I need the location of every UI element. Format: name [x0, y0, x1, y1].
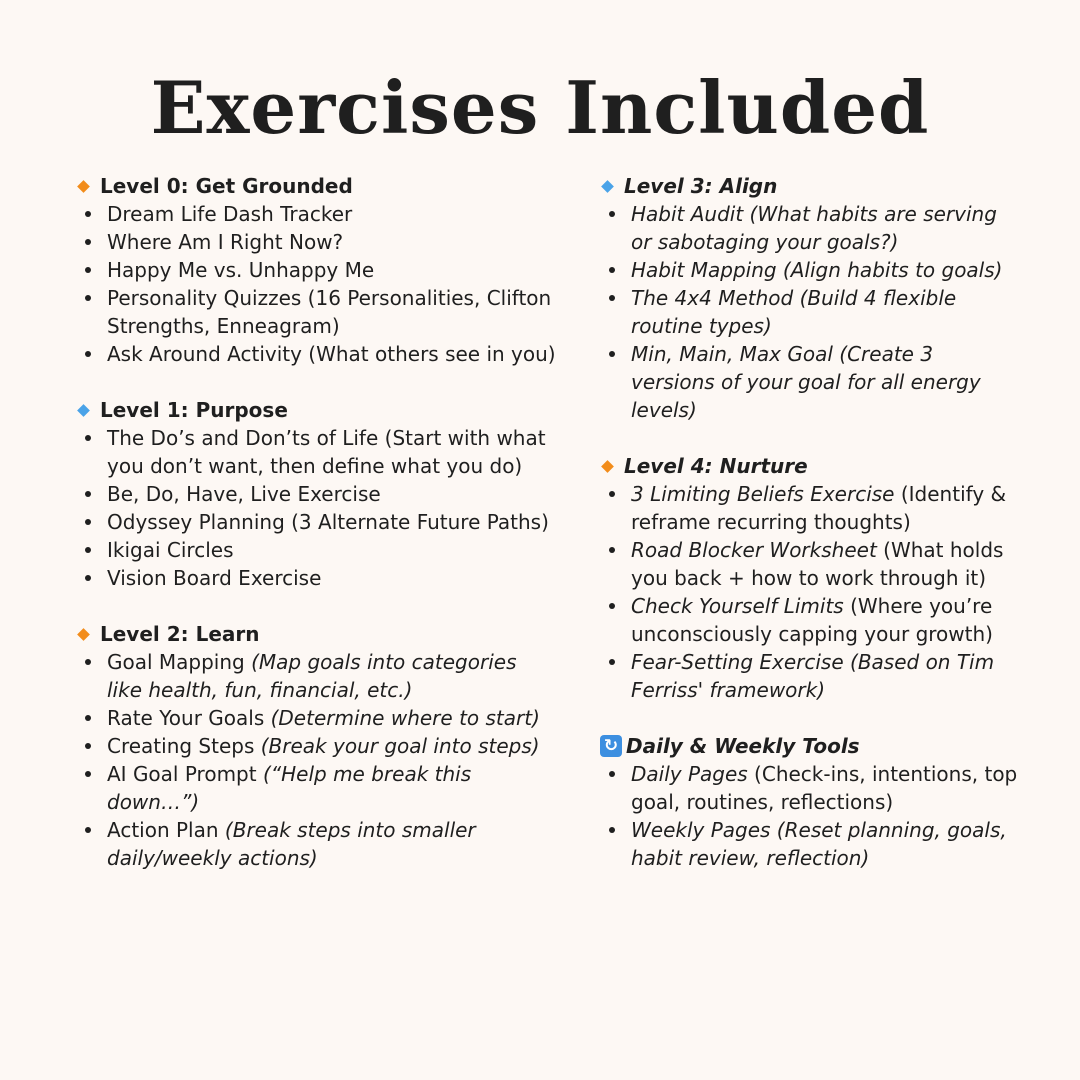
list-item-text: Where Am I Right Now?	[107, 230, 344, 254]
list-item	[107, 228, 556, 256]
orange-diamond-icon	[77, 628, 90, 641]
section-heading-label: Level 1: Purpose	[100, 398, 288, 422]
list-item-text: Be, Do, Have, Live Exercise	[107, 482, 381, 506]
page-title: Exercises Included	[150, 65, 930, 150]
list-item-text: Creating Steps	[107, 734, 261, 758]
exercise-list	[600, 480, 1020, 704]
section-left-0	[76, 172, 556, 368]
list-item	[107, 200, 556, 228]
list-item-text: Action Plan	[107, 818, 225, 842]
list-item-text: Check Yourself Limits	[631, 594, 844, 618]
list-item-text: (Break your goal into steps)	[260, 734, 540, 758]
list-item-text: The 4x4 Method (Build 4 flexible routine types)	[631, 286, 957, 338]
list-item	[107, 564, 556, 592]
exercise-list	[600, 200, 1020, 424]
section-heading	[600, 452, 1020, 480]
exercise-list	[76, 424, 556, 592]
list-item	[631, 760, 1020, 816]
list-item	[631, 536, 1020, 592]
section-left-1	[76, 396, 556, 592]
list-item-text: (Where you’re unconsciously capping your growth)	[631, 594, 993, 646]
list-item	[631, 284, 1020, 340]
list-item	[107, 340, 556, 368]
section-right-2	[600, 732, 1020, 872]
list-item-text: (Map goals into categories like health, fun, financial, etc.)	[107, 650, 517, 702]
list-item	[107, 256, 556, 284]
list-item	[107, 816, 556, 872]
list-item	[107, 424, 556, 480]
list-item-text: Fear-Setting Exercise (Based on Tim Ferriss' framework)	[631, 650, 995, 702]
list-item-text: Road Blocker Worksheet	[631, 538, 877, 562]
refresh-icon: ↻	[600, 735, 622, 757]
list-item-text: Rate Your Goals	[107, 706, 271, 730]
list-item	[631, 256, 1020, 284]
list-item-text: Weekly Pages (Reset planning, goals, habit review, reflection)	[631, 818, 1007, 870]
list-item	[631, 592, 1020, 648]
list-item-text: Min, Main, Max Goal (Create 3 versions of your goal for all energy levels)	[631, 342, 981, 422]
list-item	[107, 648, 556, 704]
exercise-list	[600, 760, 1020, 872]
exercise-list	[76, 200, 556, 368]
orange-diamond-icon	[77, 180, 90, 193]
list-item	[631, 648, 1020, 704]
list-item-text: (Check-ins, intentions, top goal, routines, reflections)	[631, 762, 1018, 814]
section-right-0	[600, 172, 1020, 424]
list-item-text: (Identify & reframe recurring thoughts)	[631, 482, 1007, 534]
blue-diamond-icon	[77, 404, 90, 417]
list-item	[107, 704, 556, 732]
list-item	[107, 536, 556, 564]
list-item-text: Habit Mapping (Align habits to goals)	[631, 258, 1003, 282]
list-item	[631, 340, 1020, 424]
section-heading-label: Level 0: Get Grounded	[100, 174, 353, 198]
list-item-text: Ask Around Activity (What others see in you)	[107, 342, 556, 366]
section-heading	[600, 732, 1020, 760]
section-heading-label: Daily & Weekly Tools	[626, 734, 860, 758]
list-item-text: Habit Audit (What habits are serving or sabotaging your goals?)	[631, 202, 997, 254]
list-item	[107, 732, 556, 760]
exercise-list	[76, 648, 556, 872]
section-heading-label: Level 3: Align	[624, 174, 778, 198]
list-item-text: AI Goal Prompt	[107, 762, 263, 786]
right-column	[600, 172, 1020, 900]
section-right-1	[600, 452, 1020, 704]
blue-diamond-icon	[601, 180, 614, 193]
list-item-text: Daily Pages	[631, 762, 748, 786]
list-item-text: 3 Limiting Beliefs Exercise	[631, 482, 895, 506]
list-item-text: Dream Life Dash Tracker	[107, 202, 353, 226]
list-item	[631, 816, 1020, 872]
orange-diamond-icon	[601, 460, 614, 473]
section-heading-label: Level 2: Learn	[100, 622, 260, 646]
list-item-text: Ikigai Circles	[107, 538, 234, 562]
list-item	[107, 480, 556, 508]
list-item-text: Vision Board Exercise	[107, 566, 322, 590]
list-item	[631, 200, 1020, 256]
list-item-text: The Do’s and Don’ts of Life (Start with what you don’t want, then define what you do)	[107, 426, 546, 478]
list-item-text: Happy Me vs. Unhappy Me	[107, 258, 375, 282]
list-item-text: (Break steps into smaller daily/weekly actions)	[107, 818, 476, 870]
list-item	[107, 508, 556, 536]
list-item-text: Odyssey Planning (3 Alternate Future Paths)	[107, 510, 549, 534]
section-heading	[76, 396, 556, 424]
list-item-text: Personality Quizzes (16 Personalities, Clifton Strengths, Enneagram)	[107, 286, 552, 338]
list-item	[107, 760, 556, 816]
section-heading	[76, 172, 556, 200]
list-item-text: Goal Mapping	[107, 650, 252, 674]
section-heading	[76, 620, 556, 648]
list-item-text: (“Help me break this down…”)	[107, 762, 472, 814]
section-heading-label: Level 4: Nurture	[624, 454, 808, 478]
list-item-text: (What holds you back + how to work through it)	[631, 538, 1004, 590]
section-heading	[600, 172, 1020, 200]
left-column	[76, 172, 556, 900]
section-left-2	[76, 620, 556, 872]
list-item-text: (Determine where to start)	[270, 706, 540, 730]
list-item	[631, 480, 1020, 536]
list-item	[107, 284, 556, 340]
